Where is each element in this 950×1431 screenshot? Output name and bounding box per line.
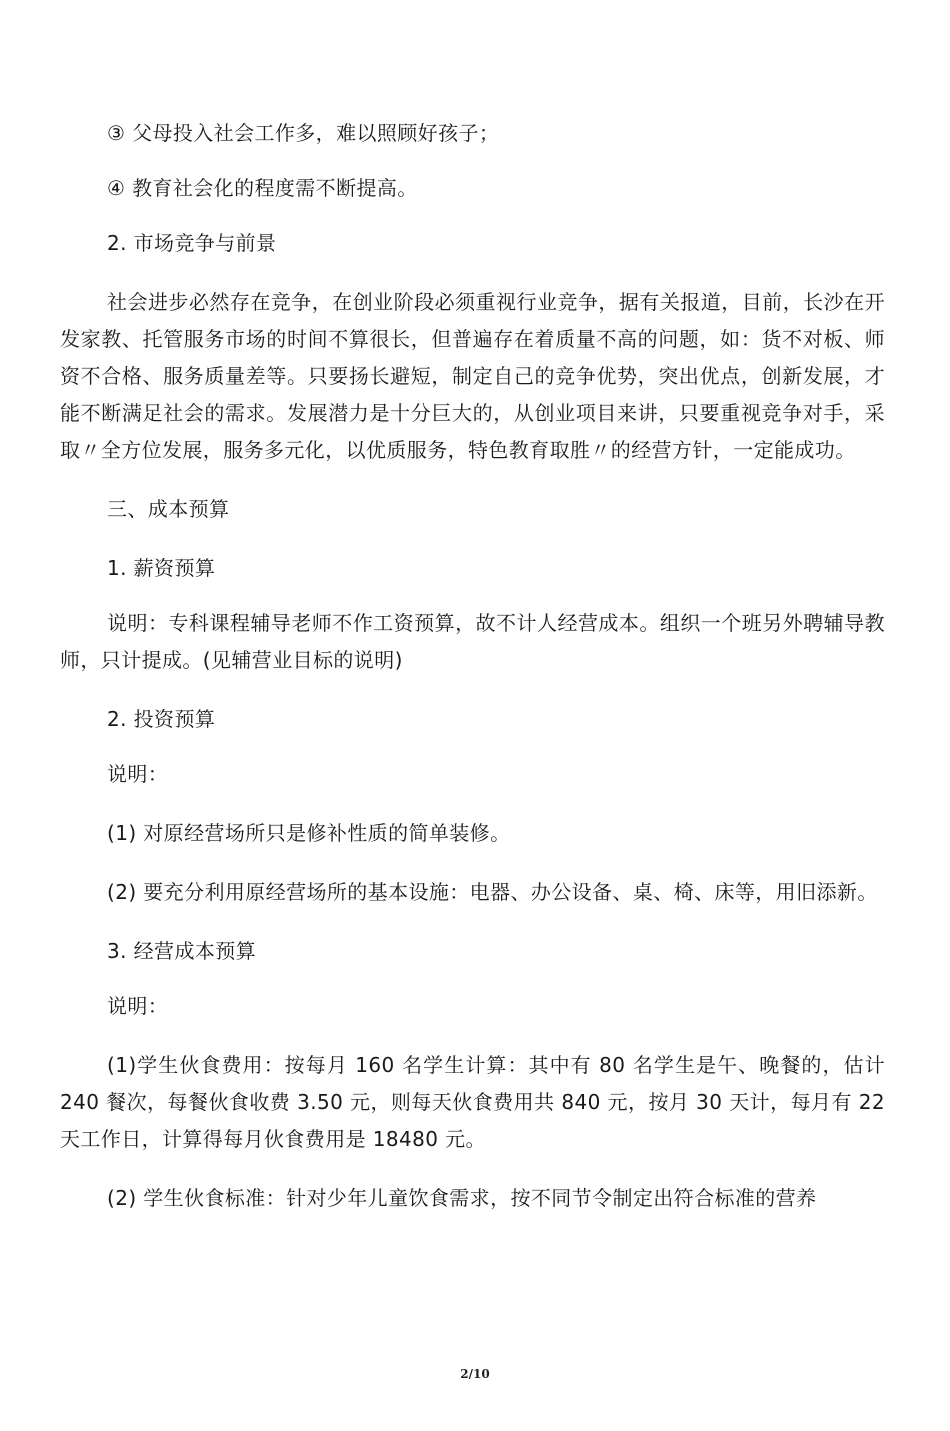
list-item-3: ③ 父母投入社会工作多，难以照顾好孩子； bbox=[107, 121, 500, 145]
paragraph-note-label: 说明： bbox=[107, 762, 169, 786]
paragraph-note-label-2: 说明： bbox=[107, 994, 169, 1018]
page-number: 2/10 bbox=[460, 1367, 490, 1381]
paragraph-salary-note: 说明：专科课程辅导老师不作工资预算，故不计人经营成本。组织一个班另外聘辅导教师，只计提成。(见辅营业目标的说明) bbox=[60, 611, 885, 672]
list-item-4: ④ 教育社会化的程度需不断提高。 bbox=[107, 176, 418, 200]
section-heading-operating-cost: 3. 经营成本预算 bbox=[107, 939, 257, 963]
document-body bbox=[60, 115, 885, 1217]
list-item-renovation: (1) 对原经营场所只是修补性质的简单装修。 bbox=[107, 821, 511, 845]
section-heading-salary: 1. 薪资预算 bbox=[107, 556, 216, 580]
section-heading-market: 2. 市场竞争与前景 bbox=[107, 231, 277, 255]
list-item-facilities: (2) 要充分利用原经营场所的基本设施：电器、办公设备、桌、椅、床等，用旧添新。 bbox=[107, 880, 878, 904]
section-heading-cost: 三、成本预算 bbox=[107, 497, 230, 521]
list-item-meal-standard: (2) 学生伙食标准：针对少年儿童饮食需求，按不同节令制定出符合标准的营养 bbox=[107, 1186, 817, 1210]
section-heading-investment: 2. 投资预算 bbox=[107, 707, 216, 731]
paragraph-competition: 社会进步必然存在竞争，在创业阶段必须重视行业竞争，据有关报道，目前，长沙在开发家教、托管服务市场的时间不算很长，但普遍存在着质量不高的问题，如：货不对板、师资不合格、服务质量差等。只要扬长避短，制定自己的竞争优势，突出优点，创新发展，才能不断满足社会的需求。发展潜力是十分巨大的，从创业项目来讲，只要重视竞争对手，采取〃全方位发展，服务多元化，以优质服务，特色教育取胜〃的经营方针，一定能成功。 bbox=[60, 290, 885, 462]
list-item-meal-cost: (1)学生伙食费用：按每月 160 名学生计算：其中有 80 名学生是午、晚餐的，估计 240 餐次，每餐伙食收费 3.50 元，则每天伙食费用共 840 元，按月 30 天计，每月有 22 天工作日，计算得每月伙食费用是 18480 元。 bbox=[60, 1053, 885, 1151]
